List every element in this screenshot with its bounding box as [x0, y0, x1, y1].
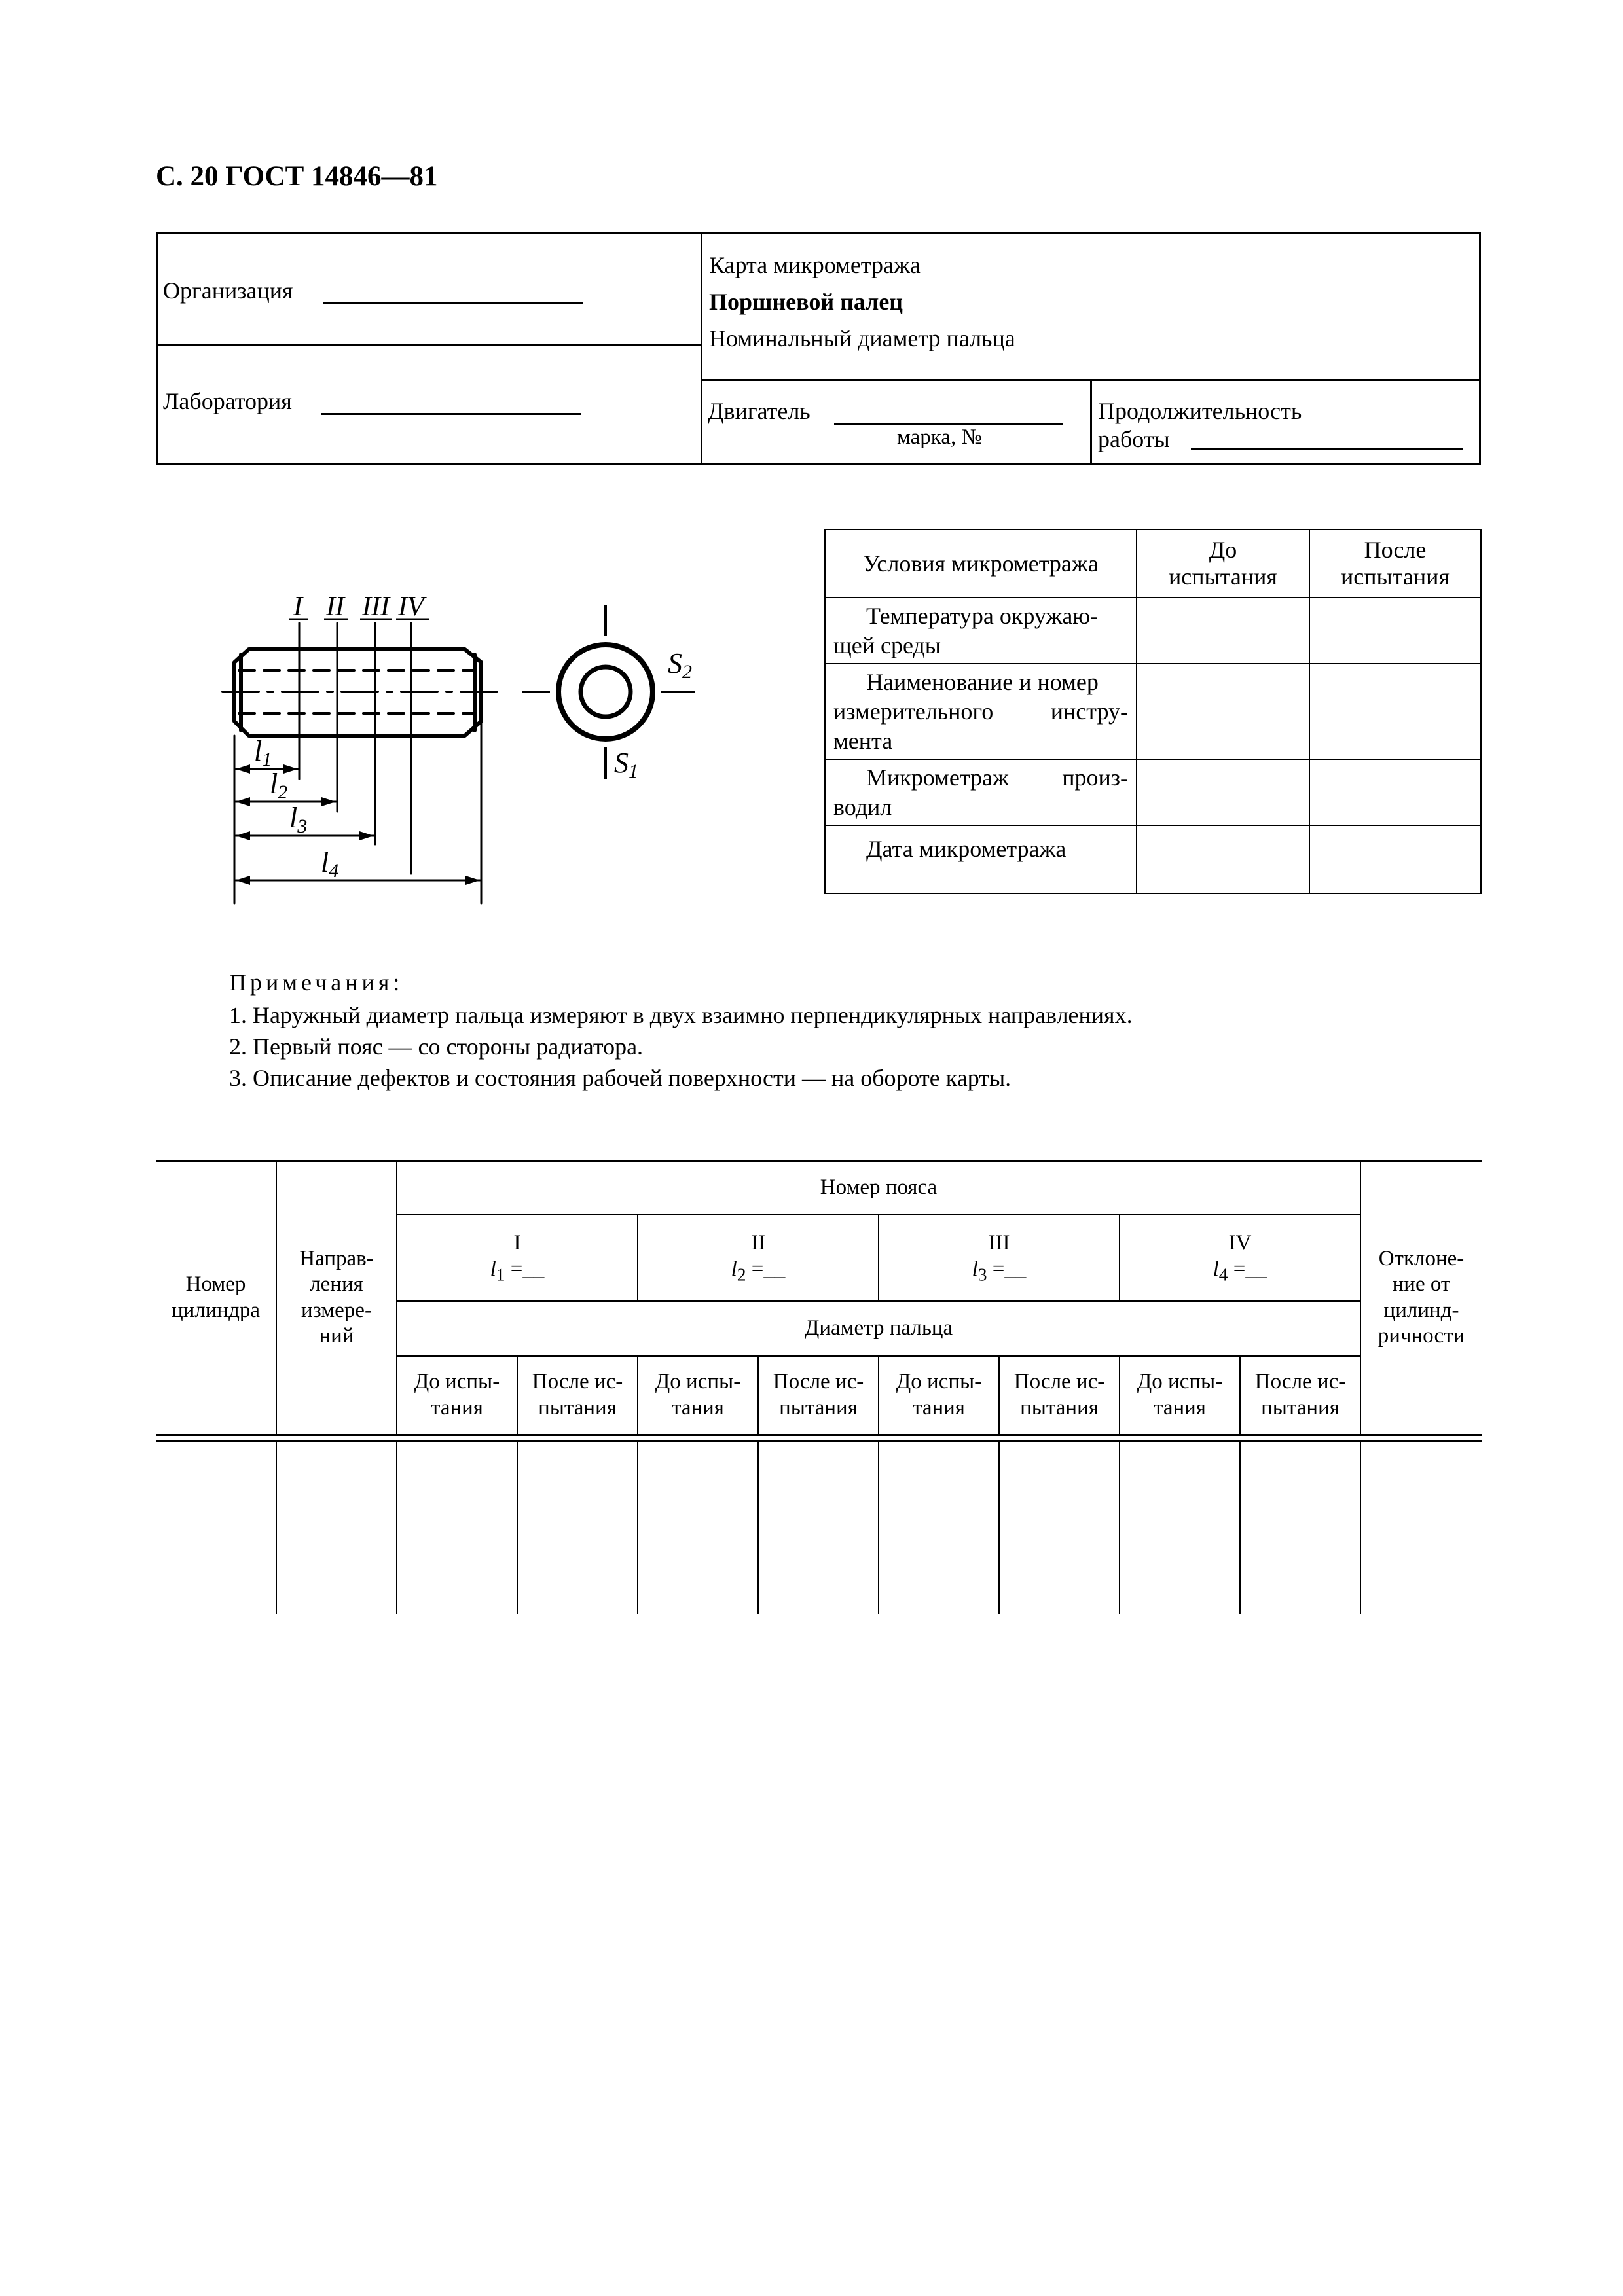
duration-field[interactable]: [1191, 448, 1463, 450]
conditions-col-after: После испытания: [1309, 529, 1481, 598]
table-cell[interactable]: [638, 1441, 758, 1614]
note-item-3: 3. Описание дефектов и состояния рабочей поверхности — на обороте карты.: [229, 1065, 1012, 1091]
belt-label-iii: III: [362, 592, 390, 622]
nominal-diameter-label: Номинальный диаметр пальца: [709, 325, 1015, 351]
belt-header-iv: IV $l_4$ =__: [1120, 1215, 1360, 1301]
diameter-header: Диаметр пальца: [397, 1301, 1360, 1356]
table-cell[interactable]: [758, 1441, 879, 1614]
belt-label-iv: IV: [398, 592, 424, 622]
conditions-row-operator: Микрометраж произ- водил: [825, 759, 1137, 825]
belt-number-header: Номер пояса: [397, 1161, 1360, 1215]
conditions-row-temperature: Температура окружаю- щей среды: [825, 598, 1137, 664]
col-after-iv: После ис- пытания: [1240, 1356, 1360, 1435]
table-cell[interactable]: [1240, 1441, 1360, 1614]
svg-text:l1: l1: [254, 735, 272, 770]
conditions-col-title: Условия микрометража: [825, 529, 1137, 598]
conditions-cell[interactable]: [1137, 598, 1309, 664]
page-header: С. 20 ГОСТ 14846—81: [156, 161, 438, 192]
conditions-row-date: Дата микрометража: [825, 825, 1137, 893]
duration-label: Продолжительность: [1098, 398, 1302, 424]
table-cell[interactable]: [397, 1441, 517, 1614]
dim-label-l1: l: [254, 735, 263, 767]
table-cell[interactable]: [999, 1441, 1120, 1614]
svg-text:l4: l4: [321, 846, 339, 882]
svg-text:S2: S2: [668, 647, 692, 683]
col-after-ii: После ис- пытания: [758, 1356, 879, 1435]
conditions-cell[interactable]: [1137, 759, 1309, 825]
piston-pin-diagram: [210, 583, 701, 923]
conditions-cell[interactable]: [1137, 664, 1309, 759]
belt-label-ii: II: [326, 592, 344, 622]
dim-label-l4: l: [321, 846, 329, 878]
svg-text:l2: l2: [270, 768, 288, 803]
col-direction: Направ- ления измере- ний: [276, 1161, 397, 1435]
engine-sub-label: марка, №: [897, 425, 982, 449]
duration-label-2: работы: [1098, 426, 1170, 452]
table-cell[interactable]: [879, 1441, 999, 1614]
conditions-cell[interactable]: [1309, 598, 1481, 664]
conditions-row-instrument: Наименование и номер измерительного инстру- мента: [825, 664, 1137, 759]
laboratory-label: Лаборатория: [163, 388, 292, 414]
col-after-iii: После ис- пытания: [999, 1356, 1120, 1435]
conditions-col-before: До испытания: [1137, 529, 1309, 598]
conditions-cell[interactable]: [1309, 664, 1481, 759]
conditions-cell[interactable]: [1309, 825, 1481, 893]
part-name: Поршневой палец: [709, 289, 903, 315]
s2-label: S: [668, 647, 682, 679]
engine-label: Двигатель: [708, 398, 811, 424]
conditions-cell[interactable]: [1137, 825, 1309, 893]
engine-field[interactable]: [834, 423, 1063, 425]
col-cylinder-number: Номер цилиндра: [156, 1161, 276, 1435]
s1-label: S: [614, 747, 629, 779]
belt-label-i: I: [293, 592, 302, 622]
note-item-2: 2. Первый пояс — со стороны радиатора.: [229, 1033, 644, 1060]
svg-text:l3: l3: [289, 802, 308, 837]
table-cell[interactable]: [517, 1441, 638, 1614]
col-deviation: Отклоне- ние от цилинд- ричности: [1360, 1161, 1482, 1435]
table-cell[interactable]: [276, 1441, 397, 1614]
table-row: [156, 1441, 1482, 1614]
col-before-ii: До испы- тания: [638, 1356, 758, 1435]
dim-label-l2: l: [270, 768, 278, 800]
table-cell[interactable]: [156, 1441, 276, 1614]
col-after-i: После ис- пытания: [517, 1356, 638, 1435]
measurement-table: [156, 1160, 1482, 1614]
table-cell[interactable]: [1120, 1441, 1240, 1614]
note-item-1: 1. Наружный диаметр пальца измеряют в двух взаимно перпендикулярных направлениях.: [229, 1002, 1133, 1028]
col-before-iii: До испы- тания: [879, 1356, 999, 1435]
laboratory-field[interactable]: [321, 413, 581, 415]
conditions-cell[interactable]: [1309, 759, 1481, 825]
belt-header-i: I $l_1$ =__: [397, 1215, 638, 1301]
notes-title: Примечания:: [229, 969, 404, 996]
svg-text:S1: S1: [614, 747, 638, 782]
organization-field[interactable]: [323, 302, 583, 304]
dim-label-l3: l: [289, 802, 298, 834]
conditions-table: [824, 529, 1482, 894]
organization-label: Организация: [163, 278, 293, 304]
belt-header-ii: II $l_2$ =__: [638, 1215, 879, 1301]
belt-header-iii: III $l_3$ =__: [879, 1215, 1120, 1301]
col-before-iv: До испы- тания: [1120, 1356, 1240, 1435]
col-before-i: До испы- тания: [397, 1356, 517, 1435]
card-title: Карта микрометража: [709, 252, 921, 278]
table-cell[interactable]: [1360, 1441, 1482, 1614]
